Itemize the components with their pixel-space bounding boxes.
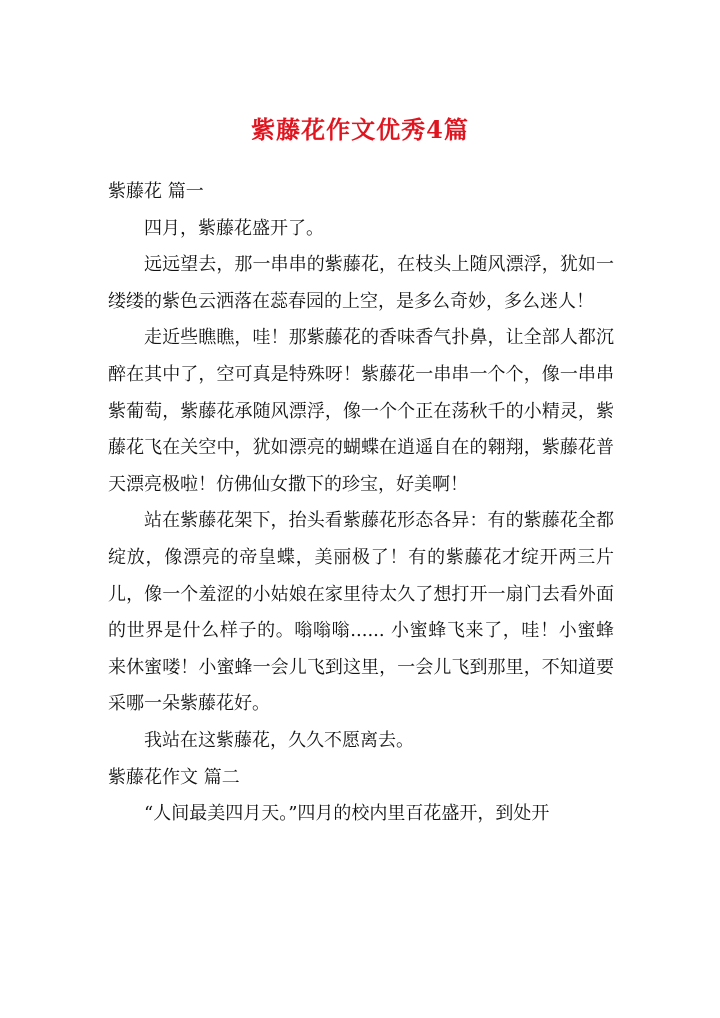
paragraph: 站在紫藤花架下，抬头看紫藤花形态各异：有的紫藤花全都绽放，像漂亮的帝皇蝶，美丽极了！有的紫藤花才绽开两三片儿，像一个羞涩的小姑娘在家里待太久了想打开一扇门去看外面的世界是什么样子的。嗡嗡嗡...... 小蜜蜂飞来了，哇！小蜜蜂来休蜜喽！小蜜蜂一会儿飞到这里，一会儿飞到那里，不知道要采哪一朵紫藤花好。 [108,510,614,715]
document-body [108,174,614,833]
paragraph: 走近些瞧瞧，哇！那紫藤花的香味香气扑鼻，让全部人都沉醉在其中了，空可真是特殊呀！紫藤花一串串一个个，像一串串紫葡萄，紫藤花承随风漂浮，像一个个正在荡秋千的小精灵，紫藤花飞在关空中，犹如漂亮的蝴蝶在逍遥自在的翱翔，紫藤花普天漂亮极啦！仿佛仙女撒下的珍宝，好美啊！ [108,327,614,495]
document-title: 紫藤花作文优秀4篇 [251,115,469,144]
section-heading-1: 紫藤花 篇一 [108,181,204,202]
section-heading-2: 紫藤花作文 篇二 [108,766,240,788]
paragraph: 远远望去，那一串串的紫藤花，在枝头上随风漂浮，犹如一缕缕的紫色云洒落在蕊春园的上空，是多么奇妙，多么迷人！ [108,254,614,312]
paragraph: 我站在这紫藤花，久久不愿离去。 [144,729,414,751]
paragraph: 四月，紫藤花盛开了。 [144,217,324,239]
paragraph: “人间最美四月天。”四月的校内里百花盛开，到处开 [144,803,550,825]
